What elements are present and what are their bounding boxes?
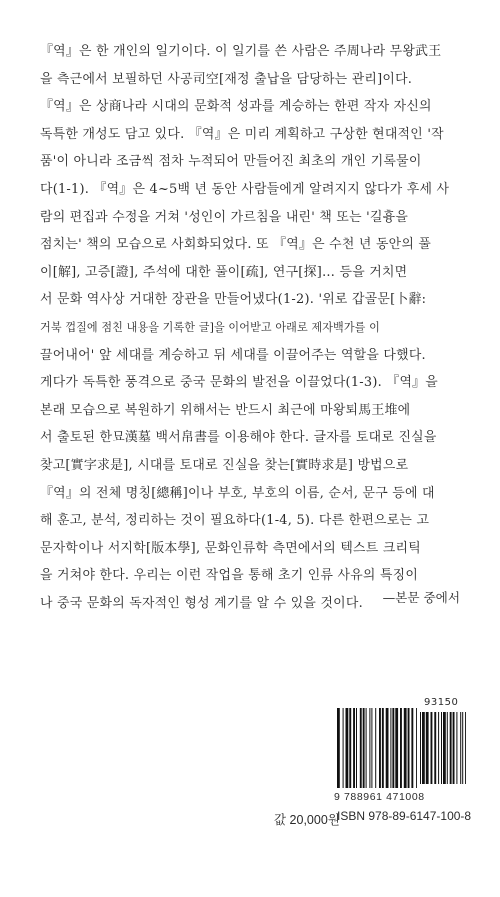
body-line: 해 훈고, 분석, 정리하는 것이 필요하다(1-4, 5). 다른 한편으로는 고 [40,513,430,529]
body-line: 게다가 독특한 풍격으로 중국 문화의 발전을 이끌었다(1-3). 『역』을 [40,375,438,391]
price-label: 값 20,000원 [274,813,340,827]
cover-body-text [40,38,460,617]
body-line: 문자학이나 서지학[版本學], 문화인류학 측면에서의 텍스트 크리틱 [40,540,421,556]
source-note: —본문 중에서 [382,590,460,605]
isbn-barcode-icon [337,708,417,790]
body-line: 점치는' 책의 모습으로 사회화되었다. 또 『역』은 수천 년 동안의 풀 [40,237,432,253]
body-line: 『역』은 상商나라 시대의 문화적 성과를 계승하는 한편 작자 자신의 [40,99,432,115]
body-line: 을 거쳐야 한다. 우리는 이런 작업을 통해 초기 인류 사유의 특징이 [40,568,419,584]
barcode-addon-code: 93150 [424,697,459,708]
body-line: 서 출토된 한묘漢墓 백서帛書를 이용해야 한다. 글자를 토대로 진실을 [40,430,437,446]
body-line: 을 측근에서 보필하던 사공司空[재정 출납을 담당하는 관리]이다. [40,71,413,87]
body-line: 독특한 개성도 담고 있다. 『역』은 미리 계획하고 구상한 현대적인 '작 [40,126,444,142]
body-line: 『역』은 한 개인의 일기이다. 이 일기를 쓴 사람은 주周나라 무왕武王 [40,44,442,59]
body-line: 나 중국 문화의 독자적인 형성 계기를 알 수 있을 것이다. [40,595,363,611]
body-line: 본래 모습으로 복원하기 위해서는 반드시 최근에 마왕퇴馬王堆에 [40,402,411,418]
body-line: 품'이 아니라 조금씩 점차 누적되어 만들어진 최초의 개인 기록물이 [40,154,422,170]
body-line: 람의 편집과 수정을 거쳐 '성인이 가르침을 내린' 책 또는 '길흉을 [40,209,409,225]
body-line: 다(1-1). 『역』은 4~5백 년 동안 사람들에게 알려지지 않다가 후세 사 [40,181,450,197]
body-line: 『역』의 전체 명칭[總稱]이나 부호, 부호의 이름, 순서, 문구 등에 대 [40,485,435,501]
body-line: 이[解], 고증[證], 주석에 대한 풀이[疏], 연구[探]… 등을 거치면 [40,264,408,280]
body-line: 찾고[實字求是], 시대를 토대로 진실을 찾는[實時求是] 방법으로 [40,457,409,473]
body-line: 서 문화 역사상 거대한 장관을 만들어냈다(1-2). '위로 갑골문[卜辭: [40,292,427,308]
barcode-digits: 9 788961 471008 [334,791,425,803]
addon-barcode-icon [420,712,466,784]
body-line: 거북 껍질에 점친 내용을 기록한 글]을 이어받고 아래로 제자백가를 이 [40,320,380,334]
isbn-label: ISBN 978-89-6147-100-8 [337,809,472,823]
body-line: 끌어내어' 앞 세대를 계승하고 뒤 세대를 이끌어주는 역할을 다했다. [40,347,426,363]
